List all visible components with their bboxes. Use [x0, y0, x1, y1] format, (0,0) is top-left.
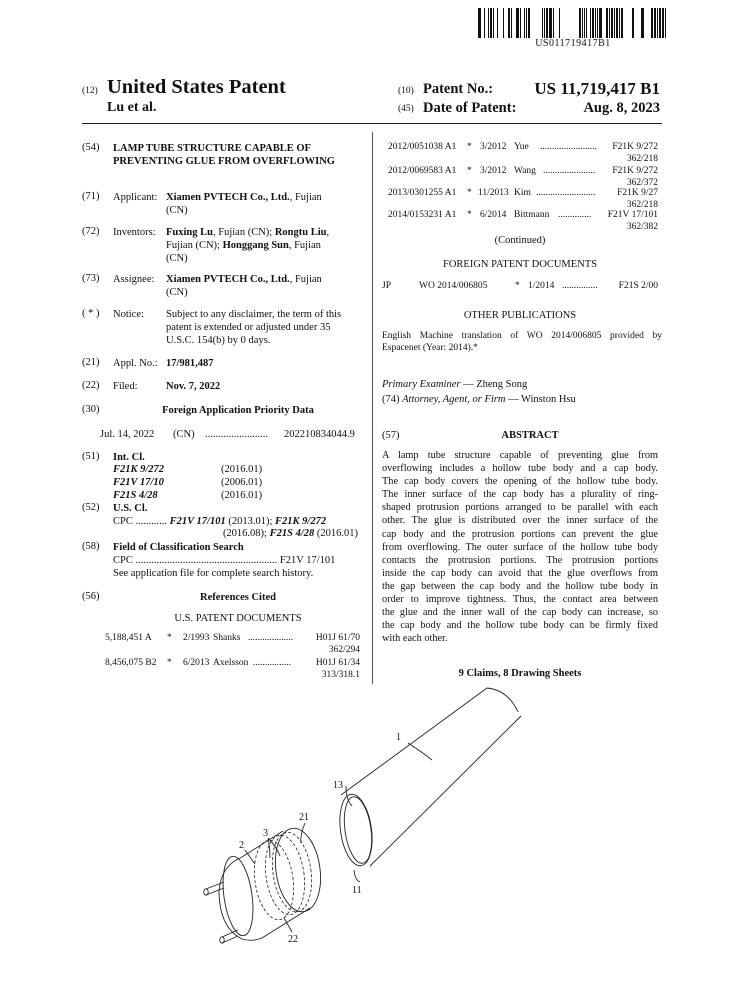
ref-dots: ...................: [248, 633, 294, 643]
us-cl-year-2: (2016.08);: [222, 528, 270, 539]
abstract-line: with each other.: [382, 633, 448, 645]
claims-summary: 9 Claims, 8 Drawing Sheets: [458, 668, 582, 679]
search-class: F21V 17/101: [279, 555, 336, 566]
ref-label-3: 3: [263, 828, 268, 839]
search-history-note: See application file for complete search history.: [113, 568, 314, 579]
pin-upper: [206, 882, 224, 895]
notice-line: patent is extended or adjusted under 35: [166, 322, 331, 333]
barcode-bar: [553, 8, 554, 38]
table-row: [100, 633, 362, 657]
barcode-bar: [497, 8, 498, 38]
foreign-number: WO 2014/006805: [419, 281, 488, 291]
barcode-bar: [478, 8, 481, 38]
ref-name: Yue: [514, 142, 529, 152]
pin-lower-tip: [220, 937, 224, 943]
ref-star: *: [167, 633, 172, 643]
priority-number: 202210834044.9: [284, 429, 355, 440]
ref-name: Kim: [514, 188, 531, 198]
ref-date: 6/2014: [480, 210, 507, 220]
abstract-text: [382, 449, 658, 645]
barcode-bar: [651, 8, 653, 38]
leader-1: [408, 743, 432, 760]
field-72-code: (72): [82, 226, 100, 237]
inventors-value: [166, 226, 366, 265]
examiner-name: — Zheng Song: [460, 379, 528, 390]
continued-note: (Continued): [494, 235, 546, 246]
ref-name: Bittmann: [514, 210, 550, 220]
applicant-label: Applicant:: [113, 192, 158, 203]
us-cl-class-1: F21V 17/101: [169, 516, 226, 527]
applicant-country: (CN): [166, 205, 188, 216]
barcode-bar: [662, 8, 664, 38]
int-cl-class: F21S 4/28: [113, 490, 158, 501]
ref-label-13: 13: [333, 780, 343, 791]
abstract-line: overflowing includes a hollow tube body and a cap body.: [382, 463, 658, 475]
int-cl-row: [113, 489, 363, 502]
ref-dots: .........................: [536, 188, 596, 198]
ref-star: *: [467, 166, 472, 176]
code-45: (45): [398, 104, 414, 114]
inventor-1-location: , Fujian (CN);: [212, 227, 275, 238]
us-cl-dots: ............: [135, 516, 167, 527]
abstract-line: A lamp tube structure capable of preventing glue from: [382, 450, 658, 461]
foreign-docs-heading: FOREIGN PATENT DOCUMENTS: [442, 259, 598, 270]
abstract-line: shaped protrusion portions arranged to be parallel with each: [382, 502, 658, 514]
ref-class: F21K 9/272: [612, 166, 658, 176]
ref-subclass: 313/318.1: [321, 670, 360, 680]
inventor-2: Rongtu Liu: [274, 227, 327, 238]
foreign-country: JP: [382, 281, 391, 291]
ref-subclass: 362/218: [626, 200, 658, 210]
ref-label-22: 22: [288, 934, 298, 945]
lamp-tube-drawing: [150, 685, 550, 945]
priority-country: (CN): [173, 429, 195, 440]
us-cl-year-1: (2013.01);: [225, 516, 276, 527]
int-cl-rows: [113, 463, 363, 502]
table-row: [380, 188, 660, 212]
ref-star: *: [467, 142, 472, 152]
int-cl-class: F21K 9/272: [113, 464, 165, 475]
barcode-bar: [665, 8, 666, 38]
table-row: [380, 210, 660, 234]
ref-dots: ......................: [543, 166, 596, 176]
barcode-bar: [586, 8, 587, 38]
search-cpc: CPC: [113, 555, 133, 566]
field-58-code: (58): [82, 541, 100, 552]
cap-opening: [270, 825, 325, 914]
field-22-code: (22): [82, 380, 100, 391]
barcode-bar: [584, 8, 585, 38]
search-dots: ......................................................: [135, 555, 278, 566]
priority-dots: ........................: [205, 429, 268, 440]
barcode-bar: [493, 8, 494, 38]
ref-number: 2012/0069583 A1: [388, 166, 457, 176]
field-73-code: (73): [82, 273, 100, 284]
tube-end-curve: [487, 688, 518, 712]
barcode-bar: [599, 8, 602, 38]
ref-dots: ................: [253, 658, 291, 668]
ref-date: 3/2012: [480, 166, 507, 176]
abstract-line: the cap body and the hollow tube body can be firmly fixed: [382, 620, 658, 632]
int-cl-row: [113, 476, 363, 489]
notice-text: [166, 308, 366, 347]
field-71-code: (71): [82, 191, 100, 202]
ref-class: H01J 61/70: [315, 633, 360, 643]
barcode-bar: [606, 8, 608, 38]
ref-date: 2/1993: [183, 633, 210, 643]
barcode-bar: [659, 8, 661, 38]
inventor-1: Fuxing Lu: [166, 227, 213, 238]
barcode-bar: [490, 8, 492, 38]
field-21-code: (21): [82, 357, 100, 368]
barcode: [478, 8, 668, 38]
barcode-bar: [484, 8, 485, 38]
ref-label-21: 21: [299, 812, 309, 823]
ref-label-1: 1: [396, 732, 401, 743]
search-field-heading: Field of Classification Search: [113, 542, 244, 553]
patent-no-label: Patent No.:: [423, 81, 494, 97]
barcode-bar: [503, 8, 504, 38]
other-publications-heading: OTHER PUBLICATIONS: [463, 310, 577, 321]
field-51-code: (51): [82, 451, 100, 462]
attorney-code: (74): [382, 394, 400, 405]
ref-number: 8,456,075 B2: [105, 658, 157, 668]
attorney-name: — Winston Hsu: [505, 394, 576, 405]
ref-subclass: 362/382: [626, 222, 658, 232]
barcode-bar: [549, 8, 552, 38]
ref-dots: ........................: [540, 142, 597, 152]
patent-number: US 11,719,417 B1: [534, 79, 660, 98]
abstract-line: The inner surface of the cap body has a plurality of ring-: [382, 489, 658, 501]
table-row: [380, 166, 660, 190]
leader-11: [354, 870, 360, 882]
barcode-bar: [528, 8, 530, 38]
other-publication-text: [382, 331, 662, 354]
barcode-bar: [590, 8, 591, 38]
barcode-bar: [641, 8, 644, 38]
us-cl-class-2: F21K 9/272: [275, 516, 327, 527]
int-cl-class: F21V 17/10: [113, 477, 164, 488]
date-of-patent-label: Date of Patent:: [423, 100, 517, 116]
inventor-2-sep: ,: [326, 227, 330, 238]
ref-label-11: 11: [352, 885, 362, 896]
filed-value: Nov. 7, 2022: [166, 381, 221, 392]
attorney-label: Attorney, Agent, or Firm: [402, 394, 506, 405]
us-cl-cpc: CPC: [113, 516, 133, 527]
assignee-location: , Fujian: [289, 274, 322, 285]
ref-number: 2013/0301255 A1: [388, 188, 457, 198]
attorney: [382, 393, 576, 406]
tube-bottom-edge: [370, 716, 521, 866]
barcode-bar: [542, 8, 543, 38]
ref-number: 2012/0051038 A1: [388, 142, 457, 152]
abstract-line: other. The glue is distributed over the inner surface of the: [382, 515, 658, 527]
int-cl-year: (2016.01): [221, 464, 263, 475]
barcode-bar: [592, 8, 594, 38]
references-heading: References Cited: [200, 592, 276, 603]
field-52-code: (52): [82, 502, 100, 513]
us-cl-line2: [113, 527, 358, 540]
code-10: (10): [398, 86, 414, 96]
int-cl-year: (2006.01): [221, 477, 263, 488]
barcode-bar: [579, 8, 581, 38]
priority-heading: Foreign Application Priority Data: [162, 405, 314, 416]
notice-line: Subject to any disclaimer, the term of this: [166, 309, 342, 320]
ref-star: *: [467, 188, 472, 198]
ref-subclass: 362/218: [626, 154, 658, 164]
applicant-value: [166, 191, 361, 217]
ref-dots: ..............: [558, 210, 592, 220]
barcode-bar: [614, 8, 615, 38]
barcode-bar: [619, 8, 620, 38]
barcode-bar: [657, 8, 658, 38]
barcode-bar: [632, 8, 634, 38]
ref-star: *: [467, 210, 472, 220]
abstract-line: The cap body covers the opening of the hollow tube body.: [382, 476, 658, 488]
abstract-line: the gap between the cap body and the hollow tube body in: [382, 580, 658, 592]
priority-date: Jul. 14, 2022: [100, 429, 155, 440]
int-cl-heading: Int. Cl.: [113, 452, 145, 463]
foreign-class: F21S 2/00: [618, 281, 658, 291]
inventor-3-country: (CN): [166, 253, 188, 264]
column-divider: [372, 132, 373, 684]
applicant-location: , Fujian: [289, 192, 322, 203]
patent-type-title: United States Patent: [107, 76, 286, 98]
barcode-bar: [516, 8, 519, 38]
filed-label: Filed:: [113, 381, 138, 392]
abstract-line: from overflowing. The outer surface of the hollow tube body: [382, 541, 658, 553]
us-cl-class-3: F21S 4/28: [269, 528, 315, 539]
foreign-dots: ...............: [562, 281, 598, 291]
ref-name: Axelsson: [213, 658, 249, 668]
barcode-bar: [621, 8, 623, 38]
inventors-label: Inventors:: [113, 227, 156, 238]
ref-date: 6/2013: [183, 658, 210, 668]
barcode-bar: [520, 8, 521, 38]
cap-inner-ring: [219, 854, 258, 937]
cap-end-face: [219, 857, 262, 940]
appl-no-label: Appl. No.:: [113, 358, 158, 369]
us-patent-docs-heading: U.S. PATENT DOCUMENTS: [174, 613, 302, 624]
field-30-code: (30): [82, 404, 100, 415]
invention-title: LAMP TUBE STRUCTURE CAPABLE OF PREVENTING GLUE FROM OVERFLOWING: [113, 143, 335, 167]
inventor-3: Honggang Sun: [222, 240, 289, 251]
examiner-label: Primary Examiner: [382, 379, 461, 390]
other-publication-line: English Machine translation of WO 2014/006805 provided by: [382, 331, 662, 341]
applicant-name: Xiamen PVTECH Co., Ltd.: [166, 192, 290, 203]
field-54-code: (54): [82, 142, 100, 153]
abstract-line: the glue and the inner wall of the cap body can increase, so: [382, 607, 658, 619]
kind-code-12: (12): [82, 86, 98, 96]
notice-line: U.S.C. 154(b) by 0 days.: [166, 335, 271, 346]
table-row: [100, 658, 362, 682]
notice-code: ( * ): [82, 308, 100, 319]
cap-bottom-edge: [262, 908, 310, 938]
barcode-bar: [611, 8, 613, 38]
barcode-number: US011719417B1: [535, 38, 611, 49]
us-cl-heading: U.S. Cl.: [113, 503, 148, 514]
notice-label: Notice:: [113, 309, 144, 320]
tube-top-edge: [341, 688, 487, 795]
ref-number: 5,188,451 A: [105, 633, 152, 643]
barcode-bar: [524, 8, 525, 38]
barcode-bar: [654, 8, 656, 38]
assignee-label: Assignee:: [113, 274, 155, 285]
appl-no-value: 17/981,487: [166, 358, 214, 369]
barcode-bar: [609, 8, 610, 38]
ref-name: Wang: [514, 166, 536, 176]
barcode-bar: [544, 8, 545, 38]
ref-class: F21K 9/272: [612, 142, 658, 152]
foreign-date: 1/2014: [528, 281, 555, 291]
abstract-line: contacts the protrusion portions. The protrusion portions: [382, 554, 658, 566]
inventor-3-location: , Fujian: [288, 240, 321, 251]
int-cl-row: [113, 463, 363, 476]
search-field-cpc-line: [113, 554, 363, 567]
barcode-bar: [511, 8, 512, 38]
ref-label-2: 2: [239, 840, 244, 851]
ref-subclass: 362/372: [626, 178, 658, 188]
inventor-2-location: Fujian (CN);: [166, 240, 223, 251]
abstract-code: (57): [382, 430, 400, 441]
assignee-name: Xiamen PVTECH Co., Ltd.: [166, 274, 290, 285]
int-cl-year: (2016.01): [221, 490, 263, 501]
barcode-bar: [546, 8, 548, 38]
ref-date: 11/2013: [478, 188, 509, 198]
field-56-code: (56): [82, 591, 100, 602]
primary-examiner: [382, 378, 527, 391]
barcode-bar: [582, 8, 583, 38]
assignee-value: [166, 273, 361, 299]
barcode-bar: [488, 8, 489, 38]
ref-class: H01J 61/34: [315, 658, 360, 668]
barcode-bar: [526, 8, 527, 38]
ref-star: *: [167, 658, 172, 668]
ref-name: Shanks: [213, 633, 241, 643]
inventors-short: Lu et al.: [107, 100, 157, 115]
other-publication-line: Espacenet (Year: 2014).*: [382, 342, 478, 353]
barcode-bar: [508, 8, 510, 38]
abstract-line: inside the cap body can avoid that the glue overflows from: [382, 567, 658, 579]
assignee-country: (CN): [166, 287, 188, 298]
barcode-bar: [595, 8, 596, 38]
pin-upper-tip: [204, 889, 208, 895]
header-rule: [82, 123, 662, 124]
ref-class: F21K 9/27: [617, 188, 658, 198]
barcode-bar: [616, 8, 618, 38]
abstract-line: cap body and the protrusion portions can prevent the glue: [382, 528, 658, 540]
table-row: [380, 142, 660, 166]
abstract-line: order to improve tightness. Thus, the contact area between: [382, 594, 658, 606]
barcode-bar: [559, 8, 560, 38]
tube-opening: [336, 792, 377, 868]
foreign-star: *: [515, 281, 520, 291]
ref-number: 2014/0153231 A1: [388, 210, 457, 220]
table-row: [380, 281, 660, 293]
us-cl-year-3: (2016.01): [314, 528, 358, 539]
barcode-graphic: [478, 8, 668, 38]
abstract-heading: ABSTRACT: [501, 430, 559, 441]
date-of-patent: Aug. 8, 2023: [583, 100, 660, 116]
barcode-bar: [597, 8, 598, 38]
ref-subclass: 362/294: [328, 645, 360, 655]
protrusion-ring: [250, 838, 299, 923]
ref-class: F21V 17/101: [607, 210, 658, 220]
ref-date: 3/2012: [480, 142, 507, 152]
